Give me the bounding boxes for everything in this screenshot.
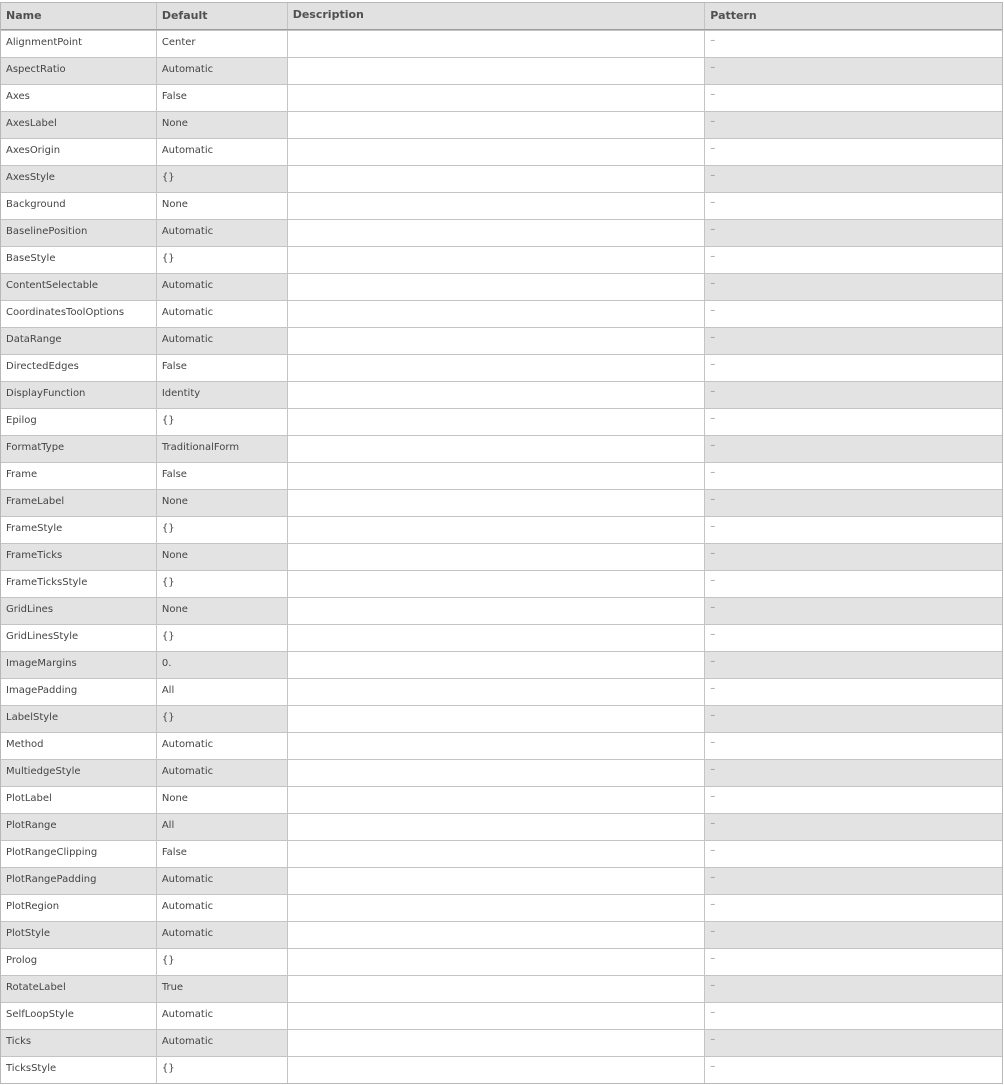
cell-pattern: – [710,980,716,991]
cell-name: PlotRange [1,814,157,840]
cell-default: {} [157,625,288,651]
cell-default: Automatic [157,1003,288,1029]
cell-description [288,409,706,435]
cell-name: FormatType [1,436,157,462]
cell-description [288,787,706,813]
cell-pattern: – [710,872,716,883]
cell-name: LabelStyle [1,706,157,732]
cell-name: PlotRangePadding [1,868,157,894]
cell-description [288,598,706,624]
cell-default: {} [157,517,288,543]
cell-name: RotateLabel [1,976,157,1002]
cell-description [288,841,706,867]
cell-default: Automatic [157,220,288,246]
cell-name: SelfLoopStyle [1,1003,157,1029]
cell-description [288,166,706,192]
cell-name: Prolog [1,949,157,975]
cell-name: FrameTicksStyle [1,571,157,597]
cell-description [288,85,706,111]
cell-description [288,922,706,948]
cell-pattern: – [710,926,716,937]
cell-description [288,274,706,300]
cell-default: Automatic [157,139,288,165]
table-row [1,624,1002,651]
cell-name: FrameTicks [1,544,157,570]
cell-default: Automatic [157,301,288,327]
table-row [1,732,1002,759]
cell-pattern: – [710,737,716,748]
cell-description [288,1030,706,1056]
cell-pattern: – [710,818,716,829]
table-row [1,813,1002,840]
cell-name: DataRange [1,328,157,354]
cell-description [288,706,706,732]
table-row [1,894,1002,921]
cell-name: PlotRegion [1,895,157,921]
table-row [1,1029,1002,1056]
cell-default: {} [157,247,288,273]
cell-name: CoordinatesToolOptions [1,301,157,327]
table-row [1,786,1002,813]
cell-default: Automatic [157,1030,288,1056]
cell-description [288,58,706,84]
cell-pattern: – [710,116,716,127]
options-table [0,2,1003,1084]
cell-description [288,247,706,273]
cell-name: DirectedEdges [1,355,157,381]
cell-default: False [157,355,288,381]
table-row [1,57,1002,84]
table-row [1,948,1002,975]
cell-pattern: – [710,1007,716,1018]
cell-description [288,463,706,489]
cell-pattern: – [710,359,716,370]
table-row [1,327,1002,354]
cell-default: False [157,841,288,867]
cell-name: AspectRatio [1,58,157,84]
cell-name: Axes [1,85,157,111]
column-header-description[interactable]: Description [288,3,706,29]
cell-name: Epilog [1,409,157,435]
table-row [1,678,1002,705]
cell-default: {} [157,706,288,732]
table-row [1,516,1002,543]
cell-name: PlotLabel [1,787,157,813]
cell-description [288,814,706,840]
table-row [1,921,1002,948]
cell-pattern: – [710,602,716,613]
cell-default: Automatic [157,760,288,786]
cell-default: Automatic [157,895,288,921]
table-row [1,1056,1002,1083]
table-row [1,84,1002,111]
table-row [1,165,1002,192]
cell-pattern: – [710,710,716,721]
cell-description [288,868,706,894]
cell-description [288,652,706,678]
cell-name: FrameStyle [1,517,157,543]
cell-name: PlotStyle [1,922,157,948]
cell-name: GridLines [1,598,157,624]
table-row [1,273,1002,300]
cell-name: AxesStyle [1,166,157,192]
cell-pattern: – [710,791,716,802]
cell-default: Center [157,31,288,57]
cell-default: {} [157,949,288,975]
cell-description [288,355,706,381]
cell-pattern: – [710,629,716,640]
cell-description [288,301,706,327]
cell-pattern: – [710,494,716,505]
cell-default: Automatic [157,58,288,84]
cell-default: True [157,976,288,1002]
cell-description [288,760,706,786]
cell-default: Automatic [157,922,288,948]
cell-default: {} [157,1057,288,1083]
cell-name: GridLinesStyle [1,625,157,651]
cell-pattern: – [710,764,716,775]
cell-description [288,193,706,219]
cell-description [288,382,706,408]
cell-default: None [157,787,288,813]
cell-default: All [157,679,288,705]
table-row [1,408,1002,435]
cell-pattern: – [710,305,716,316]
cell-name: ContentSelectable [1,274,157,300]
cell-description [288,436,706,462]
cell-default: False [157,85,288,111]
cell-name: AxesLabel [1,112,157,138]
cell-default: None [157,193,288,219]
cell-name: TicksStyle [1,1057,157,1083]
cell-description [288,517,706,543]
table-header-row [1,2,1002,30]
cell-default: False [157,463,288,489]
cell-name: AxesOrigin [1,139,157,165]
table-row [1,219,1002,246]
cell-description [288,139,706,165]
cell-description [288,31,706,57]
column-header-default[interactable]: Default [157,3,288,29]
cell-name: FrameLabel [1,490,157,516]
table-row [1,489,1002,516]
table-row [1,435,1002,462]
cell-default: Automatic [157,328,288,354]
cell-default: 0. [157,652,288,678]
table-body [1,30,1002,1083]
cell-pattern: – [710,656,716,667]
cell-pattern: – [710,386,716,397]
cell-name: PlotRangeClipping [1,841,157,867]
table-row [1,759,1002,786]
cell-pattern: – [710,845,716,856]
cell-description [288,895,706,921]
table-row [1,570,1002,597]
cell-pattern: – [710,143,716,154]
cell-pattern: – [710,1034,716,1045]
table-row [1,138,1002,165]
table-row [1,246,1002,273]
cell-name: ImageMargins [1,652,157,678]
cell-default: None [157,112,288,138]
table-row [1,354,1002,381]
cell-pattern: – [710,467,716,478]
cell-pattern: – [710,683,716,694]
table-row [1,543,1002,570]
cell-description [288,490,706,516]
cell-pattern: – [710,62,716,73]
cell-description [288,949,706,975]
cell-default: Automatic [157,733,288,759]
cell-default: All [157,814,288,840]
cell-name: DisplayFunction [1,382,157,408]
cell-pattern: – [710,548,716,559]
cell-default: Automatic [157,868,288,894]
table-row [1,651,1002,678]
cell-pattern: – [710,251,716,262]
cell-default: TraditionalForm [157,436,288,462]
table-row [1,462,1002,489]
cell-name: BaselinePosition [1,220,157,246]
cell-pattern: – [710,1061,716,1072]
column-header-pattern[interactable]: Pattern [710,9,757,22]
cell-pattern: – [710,575,716,586]
cell-pattern: – [710,440,716,451]
cell-default: Identity [157,382,288,408]
cell-pattern: – [710,899,716,910]
table-row [1,192,1002,219]
cell-default: None [157,544,288,570]
cell-name: ImagePadding [1,679,157,705]
cell-description [288,571,706,597]
table-row [1,300,1002,327]
table-row [1,975,1002,1002]
cell-name: AlignmentPoint [1,31,157,57]
cell-name: Method [1,733,157,759]
cell-default: {} [157,571,288,597]
cell-pattern: – [710,89,716,100]
table-row [1,840,1002,867]
column-header-name[interactable]: Name [1,3,157,29]
cell-name: Frame [1,463,157,489]
cell-pattern: – [710,953,716,964]
cell-name: MultiedgeStyle [1,760,157,786]
cell-pattern: – [710,224,716,235]
cell-description [288,220,706,246]
table-row [1,1002,1002,1029]
table-row [1,705,1002,732]
cell-pattern: – [710,35,716,46]
cell-description [288,1057,706,1083]
cell-description [288,1003,706,1029]
table-row [1,30,1002,57]
cell-description [288,679,706,705]
table-row [1,867,1002,894]
cell-default: None [157,490,288,516]
cell-pattern: – [710,197,716,208]
cell-pattern: – [710,332,716,343]
cell-default: Automatic [157,274,288,300]
cell-name: Ticks [1,1030,157,1056]
table-row [1,381,1002,408]
cell-description [288,625,706,651]
cell-default: {} [157,409,288,435]
cell-name: BaseStyle [1,247,157,273]
cell-description [288,733,706,759]
cell-pattern: – [710,170,716,181]
cell-pattern: – [710,413,716,424]
cell-pattern: – [710,278,716,289]
cell-default: None [157,598,288,624]
cell-default: {} [157,166,288,192]
table-row [1,597,1002,624]
cell-description [288,112,706,138]
cell-name: Background [1,193,157,219]
cell-pattern: – [710,521,716,532]
cell-description [288,976,706,1002]
cell-description [288,544,706,570]
cell-description [288,328,706,354]
table-row [1,111,1002,138]
